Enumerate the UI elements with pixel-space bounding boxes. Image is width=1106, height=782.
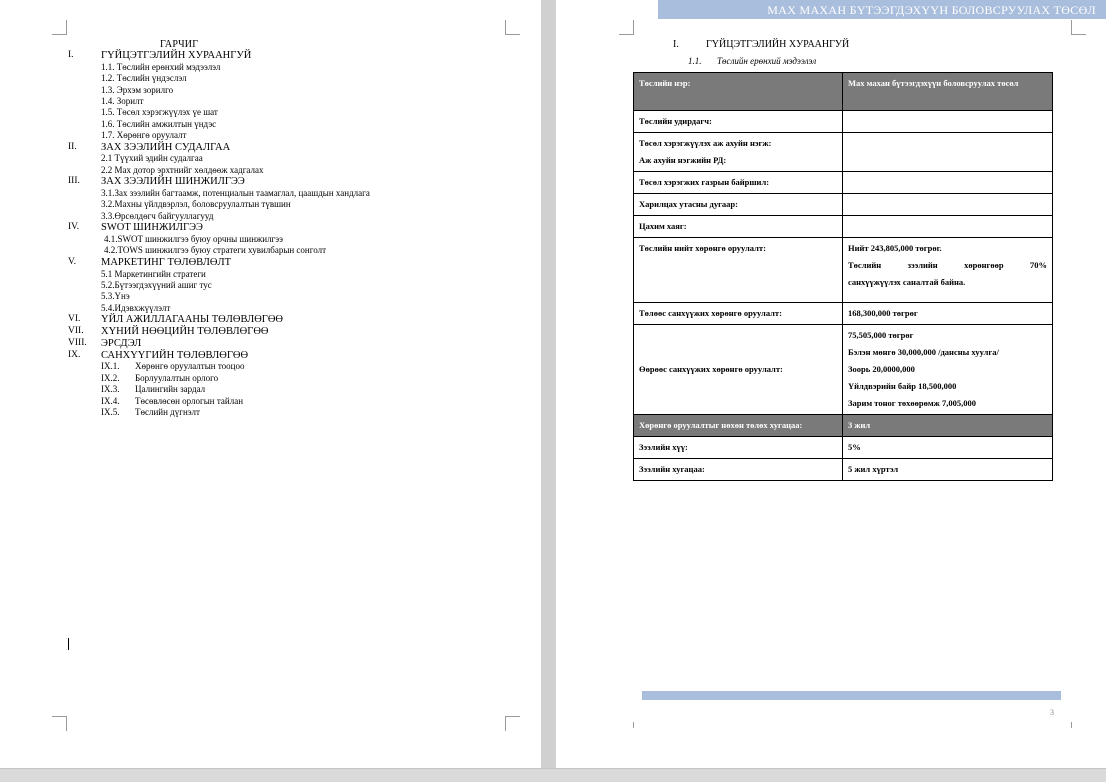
- toc-entry-number: IX.: [68, 349, 81, 360]
- payback-label: Хөрөнгө оруулалтыг нөхөн төлөх хугацаа:: [634, 415, 843, 437]
- page-corner-mark: [52, 716, 67, 731]
- toc-entry[interactable]: 1.6. Төслийн амжилтын үндэс: [101, 118, 217, 129]
- footer-band: [642, 691, 1061, 700]
- loan-term-label: Зээлийн хугацаа:: [634, 459, 843, 481]
- page-number: 3: [1050, 708, 1054, 717]
- toc-entry-number: VII.: [68, 326, 84, 336]
- total-investment-label: Төслийн нийт хөрөнгө оруулалт:: [634, 238, 843, 303]
- toc-entry[interactable]: SWOT ШИНЖИЛГЭЭ: [101, 222, 203, 234]
- toc-entry[interactable]: ҮЙЛ АЖИЛЛАГААНЫ ТӨЛӨВЛӨГӨӨ: [101, 314, 284, 326]
- toc-entry[interactable]: 2.2 Мах дотор эрхтнийг хөлдөөж хадгалах: [101, 164, 264, 175]
- window-bottom-edge: [0, 768, 1106, 782]
- page-corner-mark: [1071, 20, 1086, 35]
- section-number: I.: [673, 39, 679, 50]
- page-corner-mark: [505, 20, 520, 35]
- toc-entry-number: III.: [68, 176, 80, 187]
- requested-investment-label: Төлөөс санхүүжих хөрөнгө оруулалт:: [634, 303, 843, 325]
- table-row: [634, 216, 1053, 238]
- implementer-value: [843, 133, 1053, 172]
- toc-entry[interactable]: МАРКЕТИНГ ТӨЛӨВЛӨЛТ: [101, 256, 231, 268]
- table-row: [634, 111, 1053, 133]
- toc-entry[interactable]: 3.1.Зах зээлийн багтаамж, потенциалын таамаглал, цаашдын хандлага: [101, 188, 370, 198]
- toc-entry[interactable]: ЭРСДЭЛ: [101, 337, 142, 349]
- toc-entry[interactable]: Төсөвлөсөн орлогын тайлан: [135, 395, 244, 406]
- location-label: Төсөл хэрэгжих газрын байршил:: [634, 172, 843, 194]
- toc-entry[interactable]: 2.1 Түүхий эдийн судалгаа: [101, 153, 203, 164]
- own-investment-line: 75,505,000 төгрөг: [848, 330, 914, 340]
- toc-entry[interactable]: 4.2.TOWS шинжилгээ буюу стратеги хувилбарын сонголт: [104, 245, 327, 256]
- table-row: [634, 172, 1053, 194]
- director-value: [843, 111, 1053, 133]
- toc-entry[interactable]: 3.3.Өрсөлдөгч байгууллагууд: [101, 210, 214, 221]
- document-page-left: [0, 0, 541, 768]
- page-corner-mark: [1071, 722, 1072, 728]
- toc-entry[interactable]: Төслийн дүгнэлт: [135, 407, 200, 417]
- subsection-number: 1.1.: [688, 56, 702, 66]
- toc-entry[interactable]: 1.2. Төслийн үндэслэл: [101, 73, 187, 84]
- toc-entry[interactable]: 5.2.Бүтээгдэхүүний ашиг тус: [101, 280, 212, 290]
- toc-entry-number: VI.: [68, 314, 81, 325]
- toc-entry-number: IX.4.: [101, 395, 120, 406]
- document-page-right: [556, 0, 1106, 768]
- interest-rate-value: 5%: [843, 437, 1053, 459]
- table-row: [634, 238, 1053, 303]
- toc-entry[interactable]: 1.1. Төслийн ерөнхий мэдээлэл: [101, 61, 221, 72]
- toc-entry[interactable]: Цалингийн зардал: [135, 384, 206, 395]
- own-investment-line: Үйлдвэрийн байр 18,500,000: [848, 381, 957, 391]
- interest-rate-label: Зээлийн хүү:: [634, 437, 843, 459]
- toc-entry[interactable]: 4.1.SWOT шинжилгээ буюу орчны шинжилгээ: [104, 234, 283, 244]
- table-row: [634, 415, 1053, 437]
- implementer-label: Төсөл хэрэгжүүлэх аж ахуйн нэгж:: [639, 138, 772, 148]
- project-info-table: [633, 72, 1053, 481]
- table-row: [634, 194, 1053, 216]
- toc-entry[interactable]: ХҮНИЙ НӨӨЦИЙН ТӨЛӨВЛӨГӨӨ: [101, 326, 269, 337]
- toc-entry-number: II.: [68, 141, 77, 152]
- toc-entry-number: V.: [68, 256, 77, 267]
- text-cursor: [68, 638, 69, 650]
- toc-entry[interactable]: Борлуулалтын орлого: [135, 372, 219, 383]
- table-row: [634, 459, 1053, 481]
- toc-entry[interactable]: ЗАХ ЗЭЭЛИЙН ШИНЖИЛГЭЭ: [101, 176, 245, 188]
- section-title: ГҮЙЦЭТГЭЛИЙН ХУРААНГУЙ: [706, 39, 850, 50]
- project-name-label: Төслийн нэр:: [634, 73, 843, 111]
- own-investment-line: Бэлэн мөнгө 30,000,000 /дансны хуулга/: [848, 347, 999, 357]
- toc-entry[interactable]: 1.4. Зорилт: [101, 96, 144, 106]
- toc-entry[interactable]: 5.1 Маркетингийн стратеги: [101, 268, 206, 279]
- email-value: [843, 216, 1053, 238]
- own-investment-line: Зоорь 20,0000,000: [848, 364, 915, 374]
- toc-entry-number: IX.1.: [101, 361, 120, 372]
- toc-entry[interactable]: 1.3. Эрхэм зорилго: [101, 84, 174, 95]
- page-corner-mark: [505, 716, 520, 731]
- toc-entry[interactable]: 1.5. Төсөл хэрэгжүүлэх үе шат: [101, 107, 218, 118]
- loan-term-value: 5 жил хүртэл: [843, 459, 1053, 481]
- toc-entry[interactable]: 5.3.Үнэ: [101, 291, 130, 302]
- toc-entry-number: IX.3.: [101, 384, 120, 395]
- table-row: [634, 303, 1053, 325]
- page-gutter: [541, 0, 556, 768]
- director-label: Төслийн удирдагч:: [634, 111, 843, 133]
- subsection-title: Төслийн ерөнхий мэдээлэл: [717, 56, 817, 66]
- toc-entry[interactable]: 3.2.Махны үйлдвэрлэл, боловсруулалтын түвшин: [101, 199, 291, 210]
- requested-investment-value: 168,300,000 төгрөг: [843, 303, 1053, 325]
- own-investment-line: Зарим тоног төхөөрөмж 7,005,000: [848, 398, 976, 408]
- table-row: [634, 437, 1053, 459]
- page-corner-mark: [52, 20, 67, 35]
- toc-entry[interactable]: Хөрөнгө оруулалтын тооцоо: [135, 361, 245, 372]
- toc-entry[interactable]: 1.7. Хөрөнгө оруулалт: [101, 130, 187, 141]
- toc-entry-number: IV.: [68, 222, 80, 233]
- loan-share-text-cont: санхүүжүүлэх саналтай байна.: [848, 277, 966, 287]
- phone-label: Харилцах утасны дугаар:: [634, 194, 843, 216]
- loan-share-text: Төслийн зээлийн хөрөнгөөр 70%: [848, 260, 1047, 270]
- toc-entry[interactable]: ГҮЙЦЭТГЭЛИЙН ХУРААНГУЙ: [101, 50, 252, 61]
- total-investment-cell: [843, 238, 1053, 303]
- document-header: МАХ МАХАН БҮТЭЭГДЭХҮҮН БОЛОВСРУУЛАХ ТӨСӨЛ: [658, 0, 1106, 19]
- table-row: [634, 73, 1053, 111]
- toc-entry[interactable]: 5.4.Идэвхжүүлэлт: [101, 302, 171, 313]
- toc-entry-number: IX.5.: [101, 407, 120, 417]
- page-corner-mark: [633, 722, 634, 728]
- toc-entry-number: IX.2.: [101, 372, 120, 383]
- toc-entry[interactable]: САНХҮҮГИЙН ТӨЛӨВЛӨГӨӨ: [101, 349, 249, 361]
- page-corner-mark: [619, 20, 634, 35]
- toc-entry-number: I.: [68, 50, 74, 60]
- toc-title: ГАРЧИГ: [160, 39, 199, 50]
- location-value: [843, 172, 1053, 194]
- register-number-label: Аж ахуйн нэгжийн РД:: [639, 155, 727, 165]
- toc-entry[interactable]: ЗАХ ЗЭЭЛИЙН СУДАЛГАА: [101, 141, 231, 153]
- email-label: Цахим хаяг:: [634, 216, 843, 238]
- own-investment-label: Өөрөөс санхүүжих хөрөнгө оруулалт:: [634, 325, 843, 415]
- own-investment-cell: [843, 325, 1053, 415]
- table-row: [634, 133, 1053, 172]
- phone-value: [843, 194, 1053, 216]
- implementer-cell: [634, 133, 843, 172]
- total-investment-value: Нийт 243,805,000 төгрөг.: [848, 243, 942, 253]
- toc-entry-number: VIII.: [68, 337, 87, 348]
- payback-value: 3 жил: [843, 415, 1053, 437]
- table-row: [634, 325, 1053, 415]
- project-name-value: Мах махан бүтээгдэхүүн боловсруулах төсөл: [843, 73, 1053, 111]
